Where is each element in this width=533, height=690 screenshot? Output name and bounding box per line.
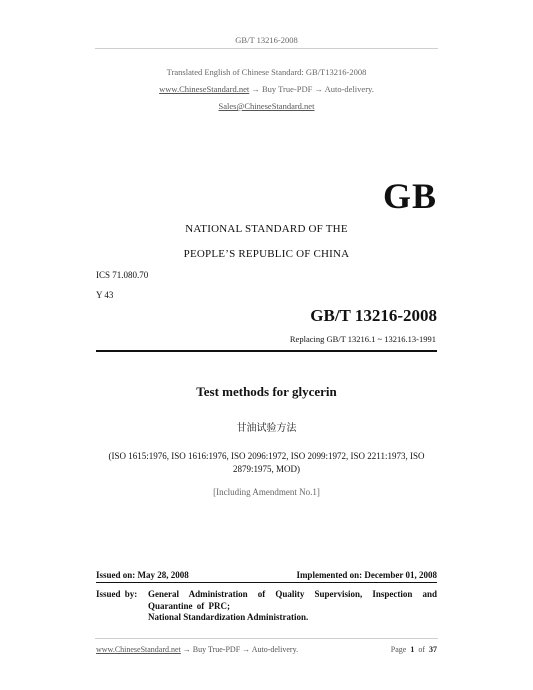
of-label: of: [418, 645, 425, 654]
site-link[interactable]: www.ChineseStandard.net: [159, 84, 250, 94]
replacing-note: Replacing GB/T 13216.1 ~ 13216.13-1991: [289, 334, 436, 344]
footer-buy-text: → Buy True-PDF → Auto-delivery.: [180, 645, 299, 654]
footer-site-link[interactable]: www.ChineseStandard.net: [96, 645, 181, 654]
translation-notice: Translated English of Chinese Standard: GB/T13216-2008: [166, 67, 367, 77]
national-standard-line1: NATIONAL STANDARD OF THE: [185, 223, 348, 235]
page-label: Page: [390, 645, 407, 654]
total-pages: 37: [429, 645, 437, 654]
dates-divider: [96, 582, 437, 583]
issued-by-label: Issued by:: [96, 589, 138, 599]
ccs-code: Y 43: [96, 290, 114, 300]
page-number: 1: [410, 645, 415, 654]
header-divider: [95, 48, 438, 49]
issuing-authority-1: General Administration of Quality Supervision, Inspection and Quarantine of PRC;: [148, 589, 437, 611]
title-divider: [96, 350, 437, 352]
footer-divider: [95, 638, 438, 639]
standard-number: GB/T 13216-2008: [310, 306, 437, 325]
footer-purchase-line: [96, 645, 298, 654]
implemented-date: Implemented on: December 01, 2008: [296, 570, 437, 580]
iso-references: (ISO 1615:1976, ISO 1616:1976, ISO 2096:1972, ISO 2099:1972, ISO 2211:1973, ISO 2879:1975, MOD): [108, 451, 425, 474]
issuing-authority-2: National Standardization Administration.: [148, 612, 309, 622]
running-header: GB/T 13216-2008: [235, 35, 298, 45]
buy-text: → Buy True-PDF → Auto-delivery.: [249, 84, 374, 94]
page-indicator: [391, 645, 437, 654]
gb-logo: GB: [382, 176, 437, 216]
national-standard-line2: PEOPLE’S REPUBLIC OF CHINA: [183, 248, 350, 260]
issued-by-block: [96, 589, 437, 624]
document-title: Test methods for glycerin: [196, 384, 337, 399]
ics-code: ICS 71.080.70: [96, 270, 149, 280]
chinese-title: 甘油试验方法: [236, 423, 297, 434]
amendment-note: [Including Amendment No.1]: [213, 487, 320, 497]
sales-line: [0, 101, 533, 111]
email-link[interactable]: Sales@ChineseStandard.net: [218, 101, 315, 111]
issued-date: Issued on: May 28, 2008: [96, 570, 189, 580]
purchase-line: [0, 84, 533, 94]
